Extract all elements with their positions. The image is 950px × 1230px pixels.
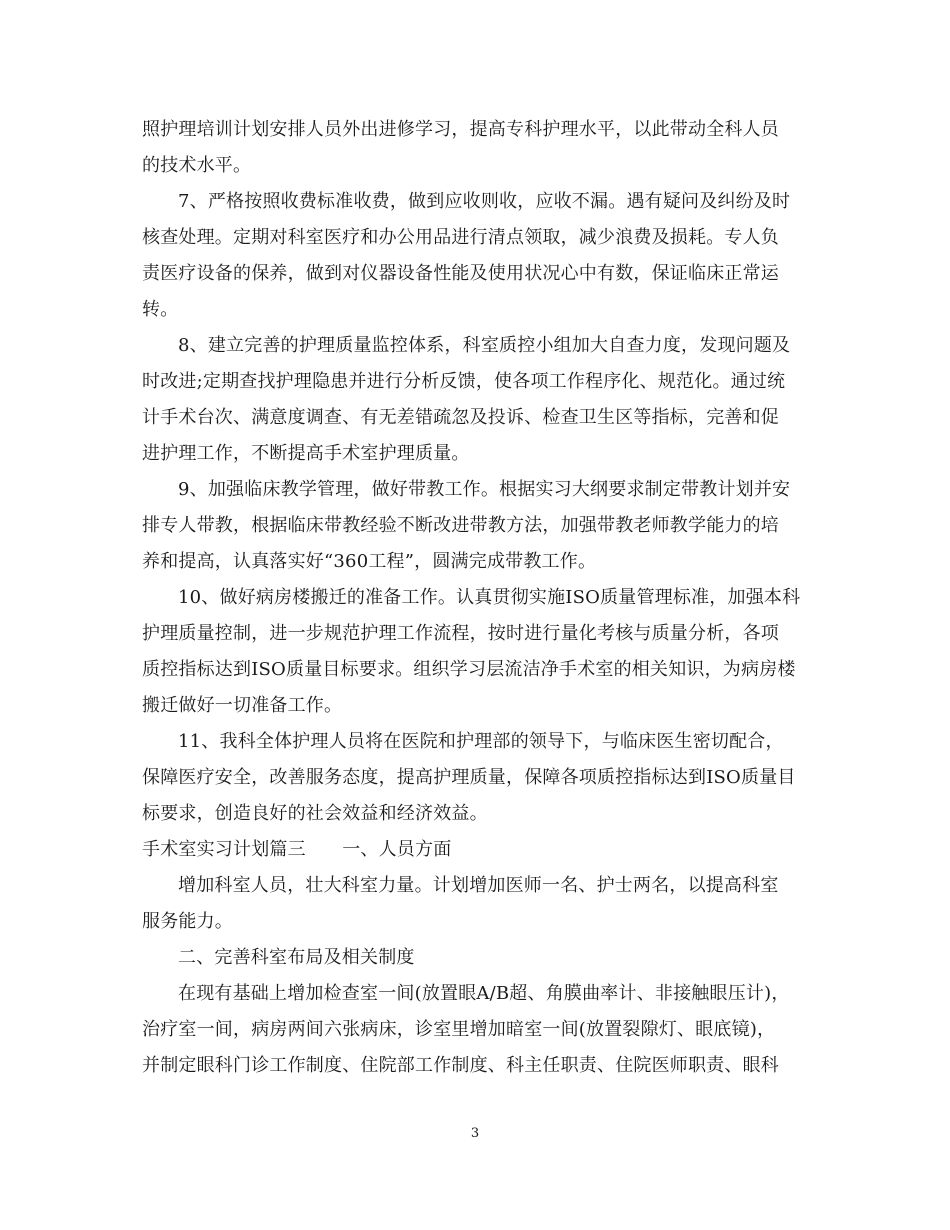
section-heading: 二、完善科室布局及相关制度 — [178, 947, 415, 968]
text-line: 在现有基础上增加检查室一间(放置眼A/B超、角膜曲率计、非接触眼压计)， — [178, 983, 790, 1004]
page-number: 3 — [470, 1126, 480, 1141]
section-heading: 手术室实习计划篇三 一、人员方面 — [142, 839, 452, 860]
text-line: 质控指标达到ISO质量目标要求。组织学习层流洁净手术室的相关知识，为病房楼 — [142, 659, 796, 680]
text-line: 11、我科全体护理人员将在医院和护理部的领导下，与临床医生密切配合， — [178, 731, 784, 752]
text-line: 核查处理。定期对科室医疗和办公用品进行清点领取，减少浪费及损耗。专人负 — [142, 227, 779, 248]
text-line: 并制定眼科门诊工作制度、住院部工作制度、科主任职责、住院医师职责、眼科 — [142, 1055, 779, 1076]
text-line: 排专人带教，根据临床带教经验不断改进带教方法，加强带教老师教学能力的培 — [142, 515, 779, 536]
text-line: 养和提高，认真落实好“360工程”，圆满完成带教工作。 — [142, 551, 597, 572]
document-body — [142, 112, 814, 1084]
text-line: 时改进;定期查找护理隐患并进行分析反馈，使各项工作程序化、规范化。通过统 — [142, 371, 786, 392]
text-line: 9、加强临床教学管理，做好带教工作。根据实习大纲要求制定带教计划并安 — [178, 479, 791, 500]
text-line: 标要求，创造良好的社会效益和经济效益。 — [142, 803, 488, 824]
text-line: 增加科室人员，壮大科室力量。计划增加医师一名、护士两名，以提高科室 — [178, 875, 779, 896]
text-line: 计手术台次、满意度调查、有无差错疏忽及投诉、检查卫生区等指标，完善和促 — [142, 407, 779, 428]
text-line: 保障医疗安全，改善服务态度，提高护理质量，保障各项质控指标达到ISO质量目 — [142, 767, 796, 788]
text-line: 的技术水平。 — [142, 155, 252, 176]
text-line: 转。 — [142, 299, 179, 320]
text-line: 照护理培训计划安排人员外出进修学习，提高专科护理水平，以此带动全科人员 — [142, 119, 779, 140]
text-line: 进护理工作，不断提高手术室护理质量。 — [142, 443, 470, 464]
text-line: 8、建立完善的护理质量监控体系，科室质控小组加大自查力度，发现问题及 — [178, 335, 791, 356]
text-line: 10、做好病房楼搬迁的准备工作。认真贯彻实施ISO质量管理标准，加强本科 — [178, 587, 801, 608]
text-line: 搬迁做好一切准备工作。 — [142, 695, 343, 716]
text-line: 7、严格按照收费标准收费，做到应收则收，应收不漏。遇有疑问及纠纷及时 — [178, 191, 791, 212]
text-line: 护理质量控制，进一步规范护理工作流程，按时进行量化考核与质量分析，各项 — [142, 623, 779, 644]
text-line: 治疗室一间，病房两间六张病床，诊室里增加暗室一间(放置裂隙灯、眼底镜)， — [142, 1019, 776, 1040]
text-line: 责医疗设备的保养，做到对仪器设备性能及使用状况心中有数，保证临床正常运 — [142, 263, 779, 284]
text-line: 服务能力。 — [142, 911, 233, 932]
